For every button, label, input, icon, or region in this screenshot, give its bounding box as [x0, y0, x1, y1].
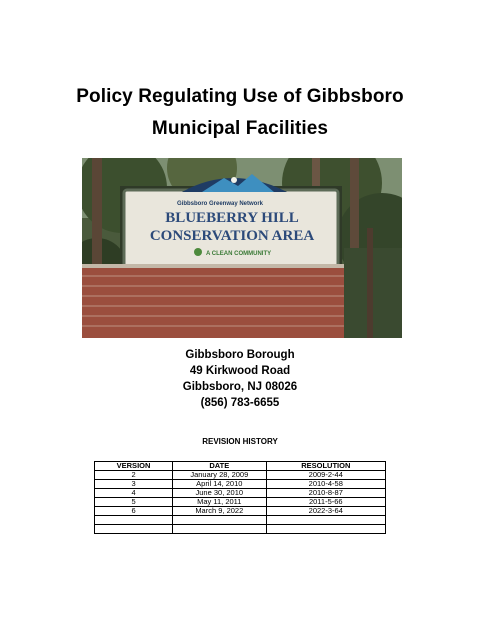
version-cell — [95, 516, 173, 525]
address-phone: (856) 783-6655 — [200, 397, 280, 409]
date-cell: May 11, 2011 — [173, 498, 267, 507]
resolution-cell: 2010-8-87 — [266, 489, 385, 498]
address-street: 49 Kirkwood Road — [189, 365, 291, 377]
resolution-cell: 2010-4-58 — [266, 480, 385, 489]
column-header-date: DATE — [173, 462, 267, 471]
date-cell: April 14, 2010 — [173, 480, 267, 489]
table-row — [95, 516, 386, 525]
version-cell: 2 — [95, 471, 173, 480]
date-cell: June 30, 2010 — [173, 489, 267, 498]
table-row — [95, 507, 386, 516]
document-title-line-1: Policy Regulating Use of Gibbsboro — [76, 86, 404, 107]
version-cell: 6 — [95, 507, 173, 516]
sign-photo — [82, 158, 402, 338]
table-row — [95, 525, 386, 534]
resolution-cell: 2011-5-66 — [266, 498, 385, 507]
revision-history-table — [94, 461, 386, 534]
revision-history-heading: REVISION HISTORY — [202, 437, 278, 446]
sign-photo-illustration — [82, 158, 402, 338]
resolution-cell: 2009-2-44 — [266, 471, 385, 480]
sign-line-2: CONSERVATION AREA — [149, 228, 315, 244]
document-title-line-2: Municipal Facilities — [151, 118, 329, 139]
version-cell: 3 — [95, 480, 173, 489]
resolution-cell — [266, 516, 385, 525]
version-cell: 5 — [95, 498, 173, 507]
sign-network-text: Gibbsboro Greenway Network — [177, 201, 264, 207]
resolution-cell — [266, 525, 385, 534]
sign-tagline: A CLEAN COMMUNITY — [206, 251, 272, 257]
date-cell: March 9, 2022 — [173, 507, 267, 516]
address-city: Gibbsboro, NJ 08026 — [182, 381, 298, 393]
date-cell: January 28, 2009 — [173, 471, 267, 480]
column-header-version: VERSION — [95, 462, 173, 471]
date-cell — [173, 525, 267, 534]
resolution-cell: 2022-3-64 — [266, 507, 385, 516]
address-name: Gibbsboro Borough — [185, 349, 295, 361]
version-cell — [95, 525, 173, 534]
sign-line-1: BLUEBERRY HILL — [165, 210, 299, 226]
column-header-resolution: RESOLUTION — [266, 462, 385, 471]
date-cell — [173, 516, 267, 525]
version-cell: 4 — [95, 489, 173, 498]
